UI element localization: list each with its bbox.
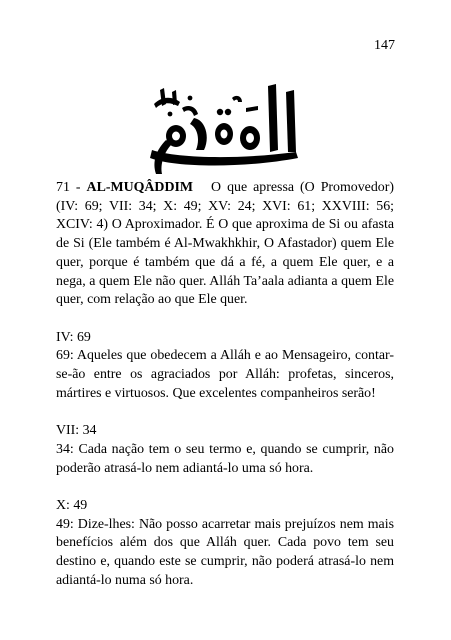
arabic-calligraphy-emblem: [146, 78, 308, 176]
verse-text: 69: Aqueles que obedecem a Alláh e ao Mensageiro, contar-se-ão entre os agraciados por Alláh: profetas, sinceros, mártires e virtuosos. Que excelentes companheiros serão!: [56, 348, 394, 401]
verse-text: 49: Dize-lhes: Não posso acarretar mais prejuízos nem mais benefícios além dos que Alláh quer. Cada povo tem seu destino e, quando este se cumprir, não poderá atrasá-lo nem adiantá-lo numa só hora.: [56, 516, 394, 588]
verse-ref: VII: 34: [56, 423, 97, 439]
verse-ref: IV: 69: [56, 329, 91, 345]
entry-intro: [56, 179, 401, 310]
entry-number: 71 -: [56, 180, 87, 195]
entry-name: AL-MUQÂDDIM: [86, 180, 194, 195]
verse-text: 34: Cada nação tem o seu termo e, quando se cumprir, não poderão atrasá-lo nem adiantá-lo uma só hora.: [56, 441, 394, 476]
entry-description: O Aproximador. É O que aproxima de Si ou afasta de Si (Ele também é Al-Mwakhkhir, O Afastador) quem Ele quer, porque é também que dá a fé, a quem Ele quer, e a nega, a quem Ele não quer. Alláh Ta’aala adianta a quem Ele quer, com relação ao que Ele quer.: [56, 217, 394, 308]
spacer: [56, 403, 394, 422]
spacer: [56, 310, 394, 329]
entry-summary: O que apressa (O Promovedor) (IV: 69; VII: 34; X: 49; XV: 24; XVI: 61; XXVIII: 56; XCIV: 4): [56, 180, 401, 233]
verse-ref: X: 49: [56, 497, 88, 513]
page-number: 147: [374, 38, 395, 53]
spacer: [56, 478, 394, 497]
page-content: [56, 179, 401, 590]
